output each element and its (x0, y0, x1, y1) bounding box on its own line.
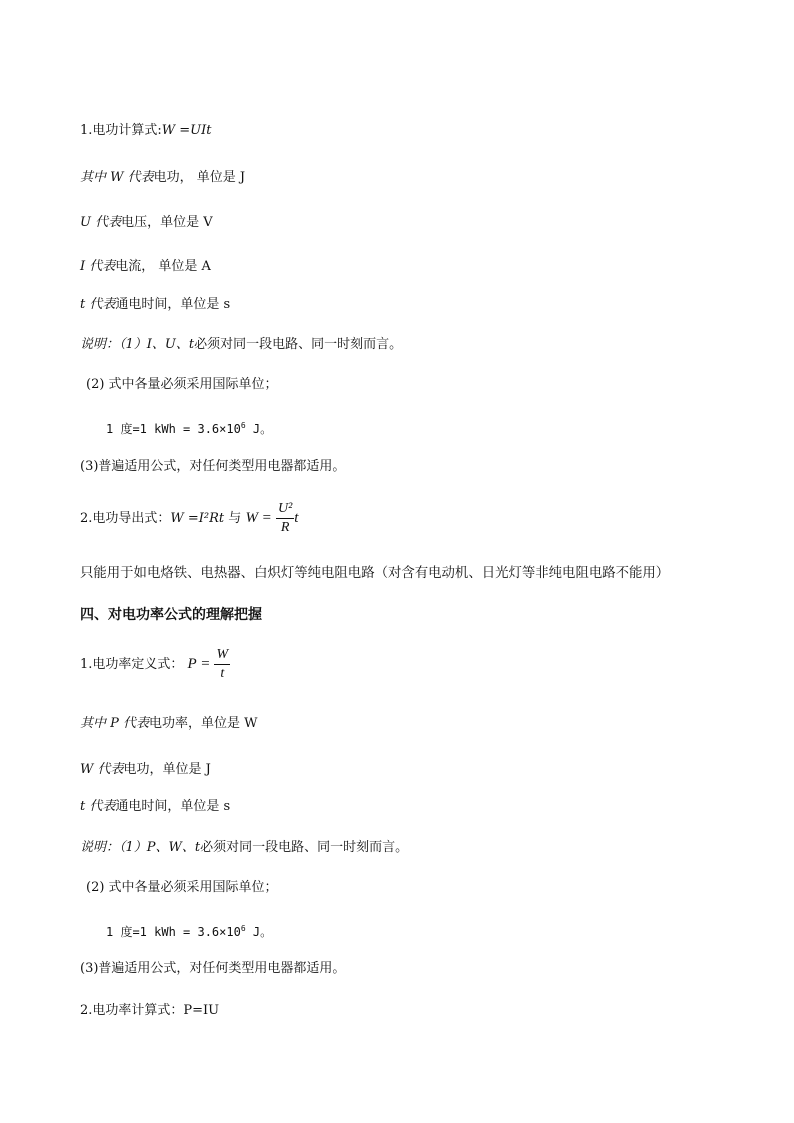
derived-formula-line (80, 498, 298, 539)
variable-description: 电流， 单位是 A (115, 259, 211, 274)
pure-resistance-note: 只能用于如电烙铁、电热器、白炽灯等纯电阻电路（对含有电动机、日光灯等非纯电阻电路不能用） (80, 566, 670, 581)
unit-conversion-line (106, 418, 272, 437)
formula-label: 1.电功率定义式： (80, 657, 184, 672)
unit-conversion-text: 1 度=1 kWh = 3.6×10 (106, 925, 241, 939)
note-3-line: (3)普遍适用公式，对任何类型用电器都适用。 (80, 459, 346, 474)
unit-conversion-tail: J。 (245, 422, 273, 436)
variable-description: 通电时间，单位是 s (115, 297, 231, 312)
t-definition-line (80, 799, 230, 815)
fraction-denominator: t (220, 666, 225, 681)
formula-label: 2.电功导出式： (80, 511, 171, 526)
variable-description: 电功， 单位是 J (153, 170, 246, 185)
fraction (214, 646, 230, 683)
w-definition-line (80, 170, 245, 186)
unit-conversion-exponent: 6 (240, 421, 246, 430)
variable-description: 电功率，单位是 W (149, 716, 258, 731)
formula-connector: 与 (224, 511, 242, 526)
variable-label: U 代表 (80, 215, 122, 230)
variable-description: 通电时间，单位是 s (115, 799, 231, 814)
p-definition-line (80, 716, 258, 732)
note-2-line: (2) 式中各量必须采用国际单位； (86, 880, 278, 895)
variable-description: 电压，单位是 V (121, 215, 213, 230)
variable-label: t 代表 (80, 297, 116, 312)
variable-label: 其中 W 代表 (80, 170, 154, 185)
t-definition-line (80, 297, 230, 313)
variable-description: 电功，单位是 J (123, 762, 211, 777)
formula-label: 1.电功计算式: (80, 123, 162, 138)
u-definition-line (80, 215, 213, 231)
formula-lhs: W = (245, 510, 272, 526)
note-prefix: 说明：（1）I、U、t (80, 337, 195, 352)
unit-conversion-text: 1 度=1 kWh = 3.6×10 (106, 422, 241, 436)
power-definition-line (80, 644, 230, 685)
section-heading: 四、对电功率公式的理解把握 (80, 607, 262, 623)
unit-conversion-exponent: 6 (240, 924, 246, 933)
unit-conversion-line (106, 921, 272, 940)
formula-lhs: P = (187, 656, 211, 672)
unit-conversion-tail: J。 (245, 925, 273, 939)
formula-tail: t (294, 510, 299, 526)
note-1-line (80, 840, 408, 856)
variable-label: I 代表 (80, 259, 116, 274)
variable-label: 其中 P 代表 (80, 716, 150, 731)
i-definition-line (80, 259, 211, 275)
note-prefix: 说明：（1）P、W、t (80, 840, 201, 855)
variable-label: W 代表 (80, 762, 124, 777)
note-2-line: (2) 式中各量必须采用国际单位； (86, 377, 278, 392)
formula-expression-joule: W =I²Rt (170, 511, 225, 526)
note-text: 必须对同一段电路、同一时刻而言。 (200, 840, 409, 855)
note-text: 必须对同一段电路、同一时刻而言。 (194, 337, 403, 352)
note-3-line: (3)普遍适用公式，对任何类型用电器都适用。 (80, 961, 346, 976)
w-definition-line (80, 762, 211, 778)
variable-label: t 代表 (80, 799, 116, 814)
fraction-denominator: R (280, 520, 290, 535)
fraction-numerator: U² (276, 500, 294, 519)
power-calculation-line: 2.电功率计算式：P=IU (80, 1003, 220, 1018)
note-1-line (80, 337, 402, 353)
formula-expression: W =UIt (161, 123, 212, 138)
electric-work-formula-line (80, 123, 212, 139)
fraction (276, 500, 294, 537)
fraction-numerator: W (214, 646, 230, 665)
